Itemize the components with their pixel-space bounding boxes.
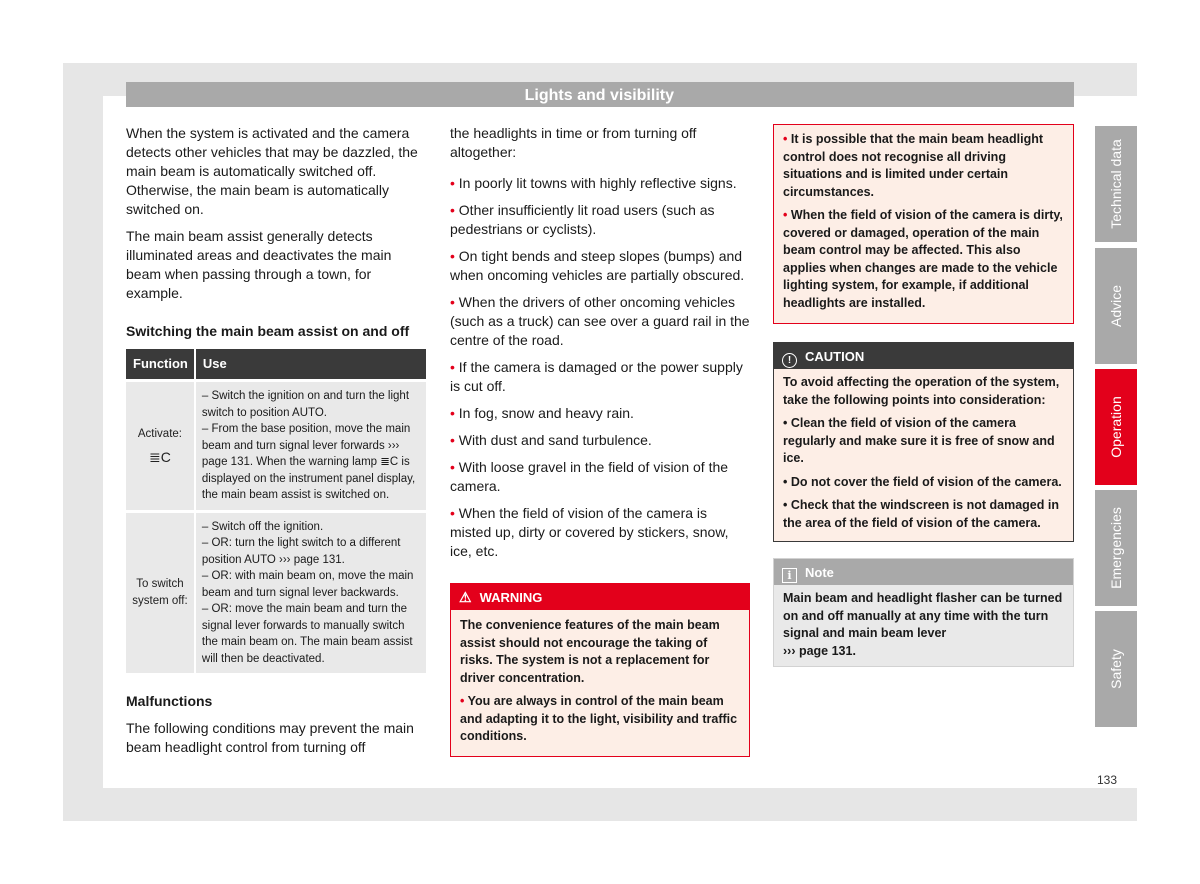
tab-emergencies[interactable]: Emergencies xyxy=(1095,490,1137,606)
caution-circle-icon: ! xyxy=(782,353,797,368)
warning-body xyxy=(451,610,749,756)
table-cell-use: – Switch off the ignition. – OR: turn the light switch to a different position AUTO ››› page 131. – OR: with main beam on, move the main beam and turn signal lever backwards. – OR: move the main beam and turn the signal lever forwards to manually switch the main beam on. The main beam assist will then be deactivated. xyxy=(195,511,426,673)
page-reference-link[interactable]: ››› page 131. xyxy=(783,643,856,658)
warning-continuation-box xyxy=(773,124,1074,324)
section-header: Lights and visibility xyxy=(126,82,1074,107)
list-item: • If the camera is damaged or the power supply is cut off. xyxy=(450,359,743,394)
tab-advice[interactable]: Advice xyxy=(1095,248,1137,364)
table-cell-function: To switch system off: xyxy=(126,511,195,673)
list-item: • With loose gravel in the field of vision of the camera. xyxy=(450,459,729,494)
table-header-use: Use xyxy=(195,349,426,381)
warning-text: The convenience features of the main beam assist should not encourage the taking of risks. The system is not a replacement for driver concentration. xyxy=(460,618,720,685)
table-row xyxy=(126,511,426,673)
column-2 xyxy=(450,124,750,757)
warning-text: • It is possible that the main beam headlight control does not recognise all driving situations and is limited under certain circumstances. xyxy=(783,132,1043,199)
caution-header: ! CAUTION xyxy=(774,343,1073,369)
warning-text: • You are always in control of the main beam and adapting it to the light, visibility and traffic conditions. xyxy=(460,694,738,743)
table-cell-use: – Switch the ignition on and turn the light switch to position AUTO. – From the base position, move the main beam and turn signal lever forwards ››› page 131. When the warning lamp ≣C is displayed on the instrument panel display, the main beam assist is switched on. xyxy=(195,381,426,512)
table-row xyxy=(126,381,426,512)
info-icon: i xyxy=(782,568,797,583)
column-3 xyxy=(773,124,1074,667)
list-item: • On tight bends and steep slopes (bumps) and when oncoming vehicles are partially obscured. xyxy=(450,248,745,283)
paragraph: The following conditions may prevent the main beam headlight control from turning off xyxy=(126,720,414,755)
list-item: • When the field of vision of the camera is misted up, dirty or covered by stickers, snow, ice, etc. xyxy=(450,505,729,559)
tab-operation[interactable]: Operation xyxy=(1095,369,1137,485)
list-item: • Other insufficiently lit road users (such as pedestrians or cyclists). xyxy=(450,202,715,237)
tab-safety[interactable]: Safety xyxy=(1095,611,1137,727)
note-header: i Note xyxy=(774,559,1073,585)
table-cell-function: Activate: ≣C xyxy=(126,381,195,512)
note-box xyxy=(773,558,1074,667)
warning-triangle-icon: ⚠ xyxy=(459,589,472,605)
function-table xyxy=(126,349,426,673)
caution-text: • Clean the field of vision of the camera regularly and make sure it is free of snow and ice. xyxy=(783,416,1055,465)
warning-header: ⚠ WARNING xyxy=(451,584,749,610)
page-number: 133 xyxy=(1097,773,1118,787)
paragraph: The main beam assist generally detects illuminated areas and deactivates the main beam when passing through a town, for example. xyxy=(126,228,392,301)
list-item: • When the drivers of other oncoming vehicles (such as a truck) can see over a guard rail in the centre of the road. xyxy=(450,294,750,348)
list-item: • In fog, snow and heavy rain. xyxy=(450,405,634,421)
heading-malfunctions: Malfunctions xyxy=(126,693,213,709)
warning-text: • When the field of vision of the camera is dirty, covered or damaged, operation of the main beam control may be affected. This also applies when changes are made to the vehicle lighting system, for example, if additional headlights are installed. xyxy=(783,208,1063,310)
paragraph: the headlights in time or from turning off altogether: xyxy=(450,125,697,160)
list-item: • In poorly lit towns with highly reflective signs. xyxy=(450,175,737,191)
caution-text: • Do not cover the field of vision of the camera. xyxy=(783,474,1062,489)
caution-body xyxy=(774,369,1073,541)
tab-technical-data[interactable]: Technical data xyxy=(1095,126,1137,242)
paragraph: When the system is activated and the camera detects other vehicles that may be dazzled, the main beam is automatically switched off. Otherwise, the main beam is automatically switched on. xyxy=(126,125,418,217)
main-beam-assist-lamp-icon: ≣C xyxy=(149,448,171,465)
column-1 xyxy=(126,124,428,765)
list-item: • With dust and sand turbulence. xyxy=(450,432,652,448)
table-header-function: Function xyxy=(126,349,195,381)
caution-box xyxy=(773,342,1074,542)
caution-text: • Check that the windscreen is not damaged in the area of the field of vision of the camera. xyxy=(783,498,1059,530)
heading-switching: Switching the main beam assist on and off xyxy=(126,323,410,339)
note-text: Main beam and headlight flasher can be turned on and off manually at any time with the turn signal and main beam lever xyxy=(783,591,1063,640)
note-body xyxy=(774,585,1073,666)
warning-box xyxy=(450,583,750,757)
caution-text: To avoid affecting the operation of the system, take the following points into consideration: xyxy=(783,375,1060,407)
